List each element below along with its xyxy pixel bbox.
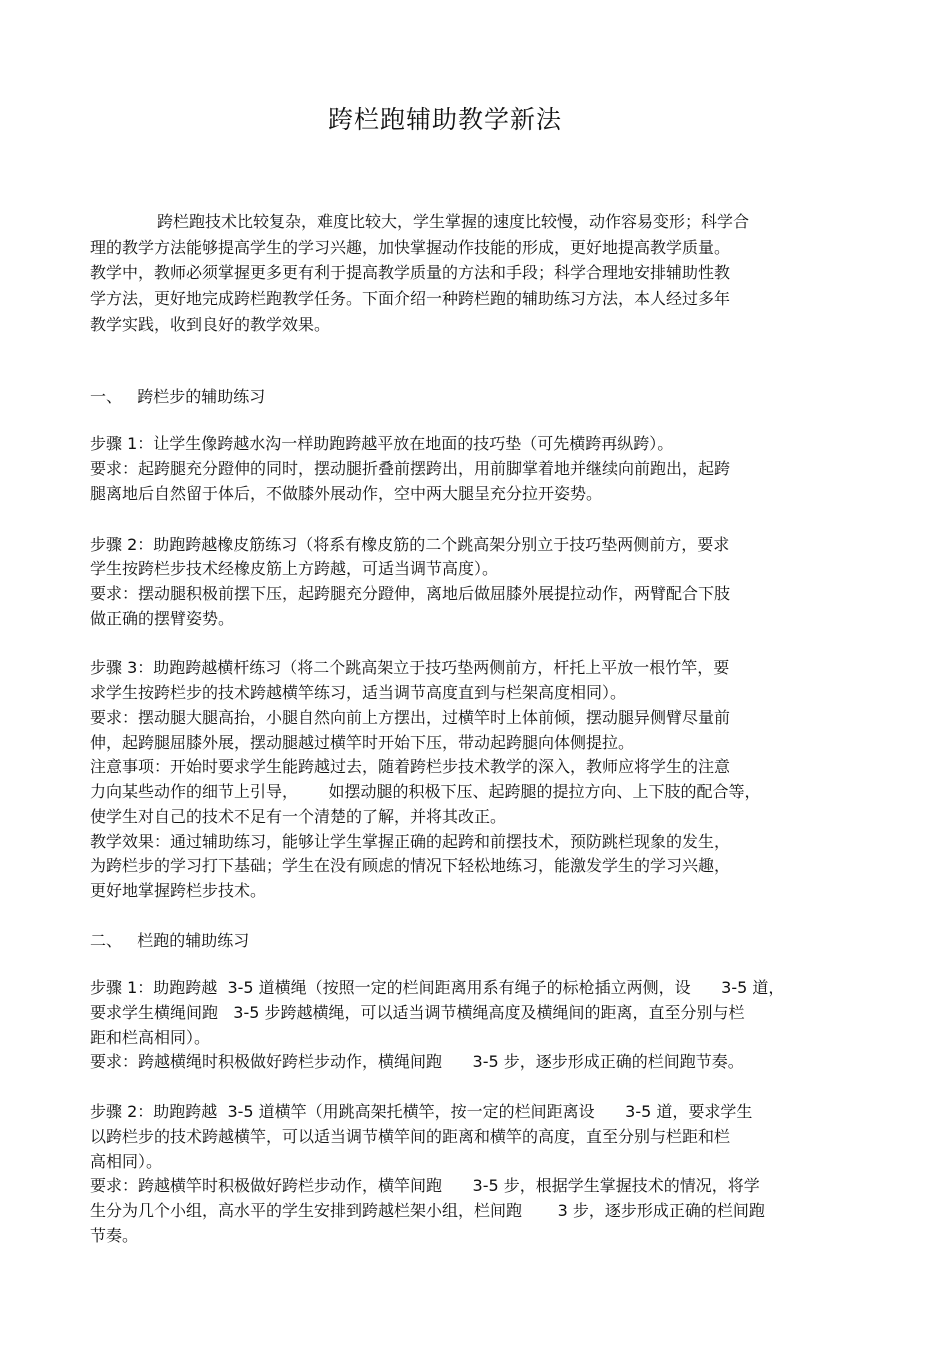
step-line: 距和栏高相同）。 xyxy=(90,1028,211,1047)
page-title: 跨栏跑辅助教学新法 xyxy=(327,105,562,134)
section-heading: 二、 栏跑的辅助练习 xyxy=(90,931,250,950)
step-line: 要求：摆动腿大腿高抬，小腿自然向前上方摆出，过横竿时上体前倾，摆动腿异侧臂尽量前 xyxy=(90,708,731,727)
intro-line: 教学中，教师必须掌握更多更有利于提高教学质量的方法和手段；科学合理地安排辅助性教 xyxy=(90,263,731,282)
step-line: 要求：跨越横竿时积极做好跨栏步动作，横竿间跑 3-5 步，根据学生掌握技术的情况，将学 xyxy=(90,1176,760,1195)
step-line: 腿离地后自然留于体后，不做膝外展动作，空中两大腿呈充分拉开姿势。 xyxy=(90,484,603,503)
step-line: 步骤 2：助跑跨越 3-5 道横竿（用跳高架托横竿，按一定的栏间距离设 3-5 道，要求学生 xyxy=(90,1102,753,1121)
step-line: 伸，起跨腿屈膝外展，摆动腿越过横竿时开始下压，带动起跨腿向体侧提拉。 xyxy=(90,733,635,752)
section-heading: 一、 跨栏步的辅助练习 xyxy=(90,387,266,406)
step-line: 求学生按跨栏步的技术跨越横竿练习，适当调节高度直到与栏架高度相同）。 xyxy=(90,683,627,702)
step-line: 使学生对自己的技术不足有一个清楚的了解，并将其改正。 xyxy=(90,807,507,826)
step-line: 节奏。 xyxy=(90,1226,139,1245)
step-line: 步骤 1：助跑跨越 3-5 道横绳（按照一定的栏间距离用系有绳子的标枪插立两侧，设 3-5 道， xyxy=(90,978,785,997)
step-line: 教学效果：通过辅助练习，能够让学生掌握正确的起跨和前摆技术，预防跳栏现象的发生， xyxy=(90,832,731,851)
step-line: 要求：摆动腿积极前摆下压，起跨腿充分蹬伸，离地后做屈膝外展提拉动作，两臂配合下肢 xyxy=(90,584,731,603)
intro-line: 教学实践，收到良好的教学效果。 xyxy=(90,315,331,334)
step-line: 学生按跨栏步技术经橡皮筋上方跨越，可适当调节高度）。 xyxy=(90,559,499,578)
step-line: 步骤 3：助跑跨越横杆练习（将二个跳高架立于技巧垫两侧前方，杆托上平放一根竹竿，要 xyxy=(90,658,730,677)
step-line: 注意事项：开始时要求学生能跨越过去，随着跨栏步技术教学的深入，教师应将学生的注意 xyxy=(90,757,731,776)
intro-line: 学方法，更好地完成跨栏跑教学任务。下面介绍一种跨栏跑的辅助练习方法，本人经过多年 xyxy=(90,289,731,308)
step-line: 要求：跨越横绳时积极做好跨栏步动作，横绳间跑 3-5 步，逐步形成正确的栏间跑节奏。 xyxy=(90,1052,744,1071)
step-line: 步骤 1：让学生像跨越水沟一样助跑跨越平放在地面的技巧垫（可先横跨再纵跨）。 xyxy=(90,434,674,453)
step-line: 要求学生横绳间跑 3-5 步跨越横绳，可以适当调节横绳高度及横绳间的距离，直至分别与栏 xyxy=(90,1003,745,1022)
step-line: 步骤 2：助跑跨越橡皮筋练习（将系有橡皮筋的二个跳高架分别立于技巧垫两侧前方，要求 xyxy=(90,535,730,554)
step-line: 以跨栏步的技术跨越横竿，可以适当调节横竿间的距离和横竿的高度，直至分别与栏距和栏 xyxy=(90,1127,731,1146)
intro-line: 理的教学方法能够提高学生的学习兴趣，加快掌握动作技能的形成，更好地提高教学质量。 xyxy=(90,238,731,257)
step-line: 生分为几个小组，高水平的学生安排到跨越栏架小组，栏间跑 3 步，逐步形成正确的栏间跑 xyxy=(90,1201,765,1220)
step-line: 做正确的摆臂姿势。 xyxy=(90,609,235,628)
step-line: 要求：起跨腿充分蹬伸的同时，摆动腿折叠前摆跨出，用前脚掌着地并继续向前跑出，起跨 xyxy=(90,459,731,478)
step-line: 为跨栏步的学习打下基础；学生在没有顾虑的情况下轻松地练习，能激发学生的学习兴趣， xyxy=(90,856,731,875)
step-line: 高相同）。 xyxy=(90,1152,163,1171)
intro-line: 跨栏跑技术比较复杂，难度比较大，学生掌握的速度比较慢，动作容易变形；科学合 xyxy=(157,212,750,231)
step-line: 更好地掌握跨栏步技术。 xyxy=(90,881,267,900)
step-line: 力向某些动作的细节上引导， 如摆动腿的积极下压、起跨腿的提拉方向、上下肢的配合等， xyxy=(90,782,761,801)
